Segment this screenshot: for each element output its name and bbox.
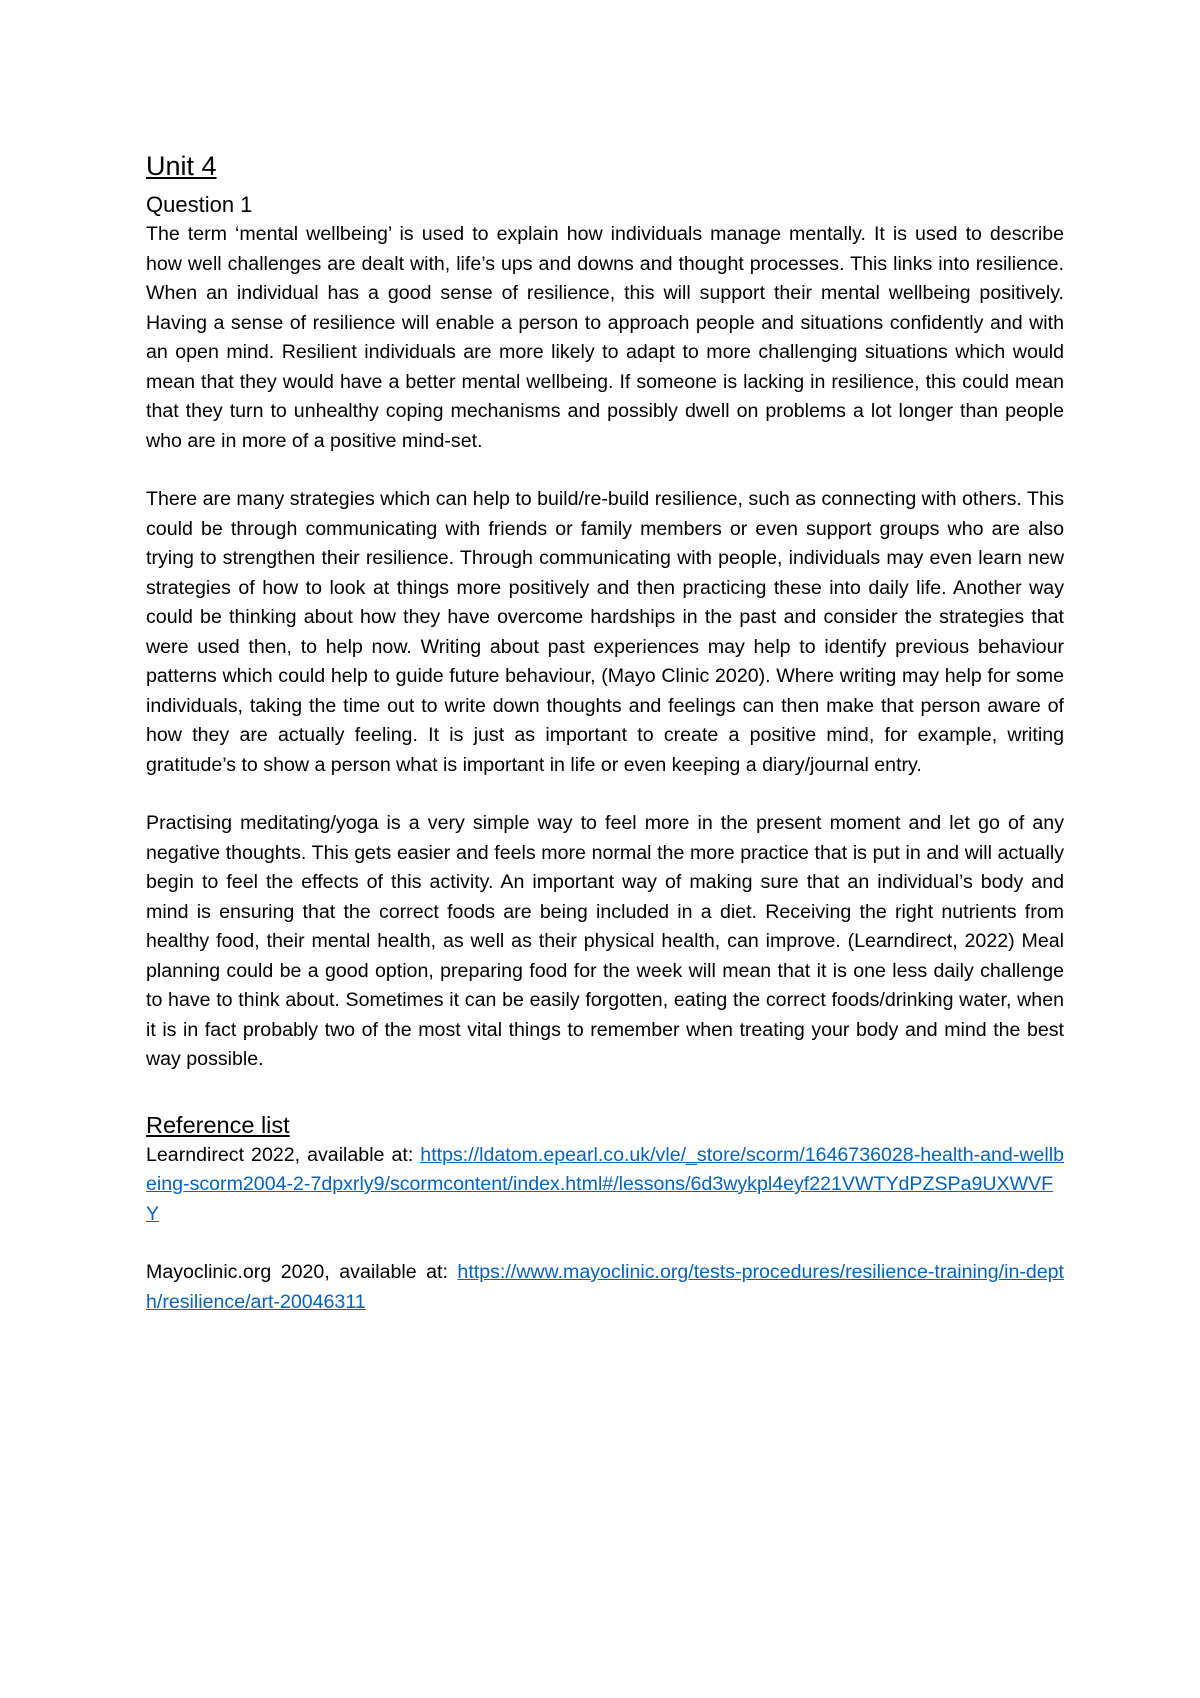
unit-title: Unit 4 xyxy=(146,151,217,181)
paragraph-resilience-strategies: There are many strategies which can help to build/re-build resilience, such as connecting with others. This could be through communicating with friends or family members or even support groups who are also trying to strengthen their resilience. Through communicating with people, individuals may even learn new strategies of how to look at things more positively and then practicing these into daily life. Another way could be thinking about how they have overcome hardships in the past and consider the strategies that were used then, to help now. Writing about past experiences may help to identify previous behaviour patterns which could help to guide future behaviour, (Mayo Clinic 2020). Where writing may help for some individuals, taking the time out to write down thoughts and feelings can then make that person aware of how they are actually feeling. It is just as important to create a positive mind, for example, writing gratitude’s to show a person what is important in life or even keeping a diary/journal entry. xyxy=(146,488,1064,776)
reference-link-learndirect[interactable]: https://ldatom.epearl.co.uk/vle/_store/scorm/1646736028-health-and-wellbeing-scorm2004-2-7dpxrly9/scormcontent/index.html#/lessons/6d3wykpl4eyf221VWTYdPZSPa9UXWVFY xyxy=(146,1143,1064,1225)
paragraph-meditation-diet: Practising meditating/yoga is a very simple way to feel more in the present moment and let go of any negative thoughts. This gets easier and feels more normal the more practice that is put in and will actually begin to feel the effects of this activity. An important way of making sure that an individual’s body and mind is ensuring that the correct foods are being included in a diet. Receiving the right nutrients from healthy food, their mental health, as well as their physical health, can improve. (Learndirect, 2022) Meal planning could be a good option, preparing food for the week will mean that it is one less daily challenge to have to think about. Sometimes it can be easily forgotten, eating the correct foods/drinking water, when it is in fact probably two of the most vital things to remember when treating your body and mind the best way possible. xyxy=(146,812,1064,1070)
reference-entry-learndirect xyxy=(146,1141,1064,1230)
reference-prefix: Mayoclinic.org 2020, available at: xyxy=(146,1261,458,1283)
reference-prefix: Learndirect 2022, available at: xyxy=(146,1143,421,1166)
reference-list-heading: Reference list xyxy=(146,1111,290,1138)
document-page xyxy=(146,146,1064,1346)
question-title: Question 1 xyxy=(146,192,253,217)
reference-entry-mayoclinic xyxy=(146,1258,1064,1317)
paragraph-mental-wellbeing: The term ‘mental wellbeing’ is used to explain how individuals manage mentally. It is used to describe how well challenges are dealt with, life’s ups and downs and thought processes. This links into resilience. When an individual has a good sense of resilience, this will support their mental wellbeing positively. Having a sense of resilience will enable a person to approach people and situations confidently and with an open mind. Resilient individuals are more likely to adapt to more challenging situations which would mean that they would have a better mental wellbeing. If someone is lacking in resilience, this could mean that they turn to unhealthy coping mechanisms and possibly dwell on problems a lot longer than people who are in more of a positive mind-set. xyxy=(146,223,1064,452)
reference-link-mayoclinic[interactable]: https://www.mayoclinic.org/tests-procedures/resilience-training/in-depth/resilience/art-20046311 xyxy=(146,1261,1064,1313)
